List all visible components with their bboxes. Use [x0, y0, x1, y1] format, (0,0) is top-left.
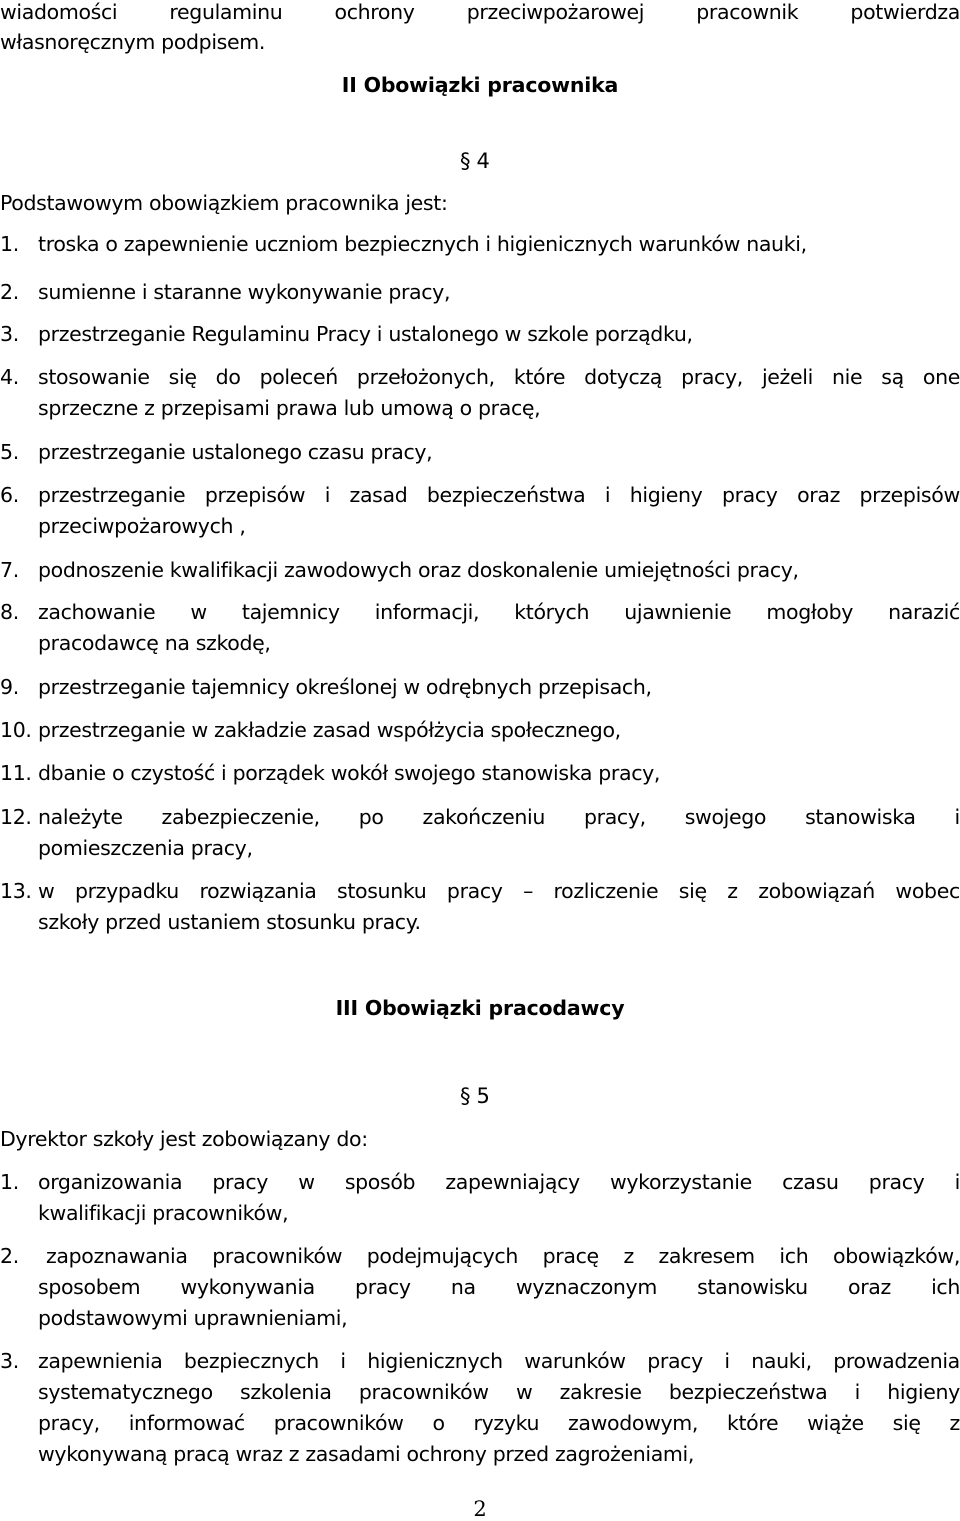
word: bezpieczeństwa — [668, 1380, 828, 1404]
word: zakresem — [658, 1244, 755, 1268]
word: przypadku — [74, 879, 179, 903]
word: i — [954, 805, 960, 829]
item-text: sumienne i staranne wykonywanie pracy, — [38, 280, 451, 304]
word: w — [515, 1380, 533, 1404]
word: stanowiska — [805, 805, 916, 829]
word: bezpieczeństwa — [426, 483, 586, 507]
item-number: 2. — [0, 1244, 19, 1268]
word: zapewnienia — [38, 1349, 163, 1373]
word: ochrony — [334, 0, 415, 24]
word: pracowników — [273, 1411, 404, 1435]
word: i — [854, 1380, 860, 1404]
word: się — [168, 365, 197, 389]
word: przeciwpożarowej — [466, 0, 645, 24]
word: z — [949, 1411, 960, 1435]
word: pracy, — [38, 1411, 100, 1435]
word: wobec — [895, 879, 960, 903]
item-number: 3. — [0, 1349, 19, 1373]
word: pracowników — [358, 1380, 489, 1404]
word: stosowanie — [38, 365, 150, 389]
item-text: przestrzeganie w zakładzie zasad współżycia społecznego, — [38, 718, 621, 742]
word: pracy — [446, 879, 503, 903]
word: sposób — [344, 1170, 416, 1194]
word: potwierdza — [850, 0, 960, 24]
word: higienicznych — [367, 1349, 503, 1373]
word: higieny — [887, 1380, 960, 1404]
item-number: 8. — [0, 600, 19, 624]
item-text: przestrzeganie ustalonego czasu pracy, — [38, 440, 433, 464]
word: podejmujących — [366, 1244, 518, 1268]
word: zakończeniu — [422, 805, 546, 829]
word: po — [358, 805, 384, 829]
item-text-continued: sprzeczne z przepisami prawa lub umową o pracę, — [38, 396, 541, 420]
item-text-continued: pracodawcę na szkodę, — [38, 631, 271, 655]
word: z — [727, 879, 738, 903]
item-number: 1. — [0, 232, 19, 256]
word: o — [432, 1411, 445, 1435]
item-number: 6. — [0, 483, 19, 507]
word: – — [523, 879, 533, 903]
item-text-justified — [38, 879, 960, 903]
item-number: 1. — [0, 1170, 19, 1194]
word: są — [881, 365, 904, 389]
item-text-justified — [38, 805, 960, 829]
word: jeżeli — [761, 365, 813, 389]
item-text: podnoszenie kwalifikacji zawodowych oraz doskonalenie umiejętności pracy, — [38, 558, 799, 582]
word: których — [514, 600, 590, 624]
word: rozliczenie — [553, 879, 659, 903]
word: zabezpieczenie, — [161, 805, 320, 829]
word: i — [340, 1349, 346, 1373]
word: przepisów — [204, 483, 306, 507]
word: i — [954, 1170, 960, 1194]
item-text-justified — [38, 1411, 960, 1435]
word: stanowisku — [697, 1275, 808, 1299]
word: ryzyku — [473, 1411, 540, 1435]
word: w — [38, 879, 55, 903]
paragraph-mark: § 5 — [460, 1084, 490, 1108]
word: do — [215, 365, 241, 389]
word: higieny — [629, 483, 703, 507]
item-number: 3. — [0, 322, 19, 346]
word: ujawnienie — [624, 600, 732, 624]
word: obowiązków, — [833, 1244, 960, 1268]
word: systematycznego — [38, 1380, 213, 1404]
word: pracownik — [696, 0, 799, 24]
section-heading: II Obowiązki pracownika — [341, 73, 619, 97]
word: czasu — [782, 1170, 839, 1194]
word: pracy, — [583, 805, 646, 829]
word: przepisów — [859, 483, 960, 507]
word: i — [324, 483, 331, 507]
item-text-continued: przeciwpożarowych , — [38, 514, 246, 538]
word: warunków — [524, 1349, 626, 1373]
word: zapewniający — [445, 1170, 580, 1194]
item-number: 2. — [0, 280, 19, 304]
item-text-continued: kwalifikacji pracowników, — [38, 1201, 289, 1225]
word: poleceń — [259, 365, 338, 389]
word: które — [726, 1411, 779, 1435]
item-text-justified — [38, 1380, 960, 1404]
word: stosunku — [337, 879, 427, 903]
word: narazić — [888, 600, 960, 624]
word: pracy — [355, 1275, 411, 1299]
item-text-justified — [38, 1349, 960, 1373]
section-heading: III Obowiązki pracodawcy — [335, 996, 625, 1020]
word: tajemnicy — [241, 600, 340, 624]
word: rozwiązania — [199, 879, 317, 903]
item-text-justified — [38, 1170, 960, 1194]
item-text: przestrzeganie tajemnicy określonej w odrębnych przepisach, — [38, 675, 652, 699]
item-number: 12. — [0, 805, 32, 829]
item-text: przestrzeganie Regulaminu Pracy i ustalonego w szkole porządku, — [38, 322, 693, 346]
word: oraz — [797, 483, 840, 507]
intro-line-1 — [0, 0, 960, 24]
word: zapoznawania — [46, 1244, 188, 1268]
word: pracy — [212, 1170, 269, 1194]
word: pracowników — [212, 1244, 343, 1268]
word: i — [604, 483, 611, 507]
word: ich — [779, 1244, 809, 1268]
word: na — [450, 1275, 476, 1299]
item-text-justified — [46, 1244, 960, 1268]
item-text-continued: wykonywaną pracą wraz z zasadami ochrony przed zagrożeniami, — [38, 1442, 695, 1466]
word: należyte — [38, 805, 123, 829]
word: dotyczą — [584, 365, 663, 389]
word: szkolenia — [240, 1380, 332, 1404]
page-number: 2 — [473, 1497, 487, 1521]
word: pracy — [721, 483, 778, 507]
word: zachowanie — [38, 600, 156, 624]
word: pracy — [647, 1349, 703, 1373]
word: zasad — [349, 483, 408, 507]
word: wiąże — [807, 1411, 864, 1435]
item-text-continued: pomieszczenia pracy, — [38, 836, 253, 860]
word: pracy, — [681, 365, 743, 389]
item-text-justified — [38, 483, 960, 507]
word: ich — [931, 1275, 960, 1299]
item-text-justified — [38, 1275, 960, 1299]
item-number: 11. — [0, 761, 32, 785]
word: wiadomości — [0, 0, 118, 24]
word: organizowania — [38, 1170, 183, 1194]
section-lead: Podstawowym obowiązkiem pracownika jest: — [0, 191, 448, 215]
word: oraz — [848, 1275, 891, 1299]
intro-line-2: własnoręcznym podpisem. — [0, 30, 266, 54]
item-text-continued: szkoły przed ustaniem stosunku pracy. — [38, 910, 421, 934]
word: informacji, — [374, 600, 480, 624]
word: się — [678, 879, 707, 903]
word: regulaminu — [169, 0, 283, 24]
word: swojego — [684, 805, 767, 829]
word: sposobem — [38, 1275, 141, 1299]
item-text-continued: podstawowymi uprawnieniami, — [38, 1306, 348, 1330]
item-text: troska o zapewnienie uczniom bezpiecznych i higienicznych warunków nauki, — [38, 232, 807, 256]
word: prowadzenia — [833, 1349, 960, 1373]
word: w — [298, 1170, 315, 1194]
word: przełożonych, — [356, 365, 495, 389]
word: i — [724, 1349, 730, 1373]
word: bezpiecznych — [183, 1349, 319, 1373]
word: wyznaczonym — [515, 1275, 657, 1299]
word: przestrzeganie — [38, 483, 186, 507]
item-number: 4. — [0, 365, 19, 389]
word: w — [190, 600, 207, 624]
item-text-justified — [38, 365, 960, 389]
word: się — [892, 1411, 921, 1435]
item-number: 10. — [0, 718, 32, 742]
word: one — [922, 365, 960, 389]
item-number: 13. — [0, 879, 32, 903]
word: mogłoby — [766, 600, 854, 624]
item-text-justified — [38, 600, 960, 624]
item-number: 7. — [0, 558, 19, 582]
item-number: 5. — [0, 440, 19, 464]
word: zakresie — [559, 1380, 642, 1404]
word: z — [623, 1244, 634, 1268]
word: pracę — [542, 1244, 599, 1268]
word: nauki, — [751, 1349, 812, 1373]
word: zawodowym, — [568, 1411, 699, 1435]
word: nie — [831, 365, 863, 389]
word: które — [513, 365, 566, 389]
word: zobowiązań — [758, 879, 875, 903]
section-lead: Dyrektor szkoły jest zobowiązany do: — [0, 1127, 368, 1151]
item-number: 9. — [0, 675, 19, 699]
word: pracy — [868, 1170, 925, 1194]
word: wykorzystanie — [609, 1170, 752, 1194]
paragraph-mark: § 4 — [460, 149, 490, 173]
word: wykonywania — [180, 1275, 315, 1299]
word: informować — [128, 1411, 245, 1435]
item-text: dbanie o czystość i porządek wokół swojego stanowiska pracy, — [38, 761, 661, 785]
